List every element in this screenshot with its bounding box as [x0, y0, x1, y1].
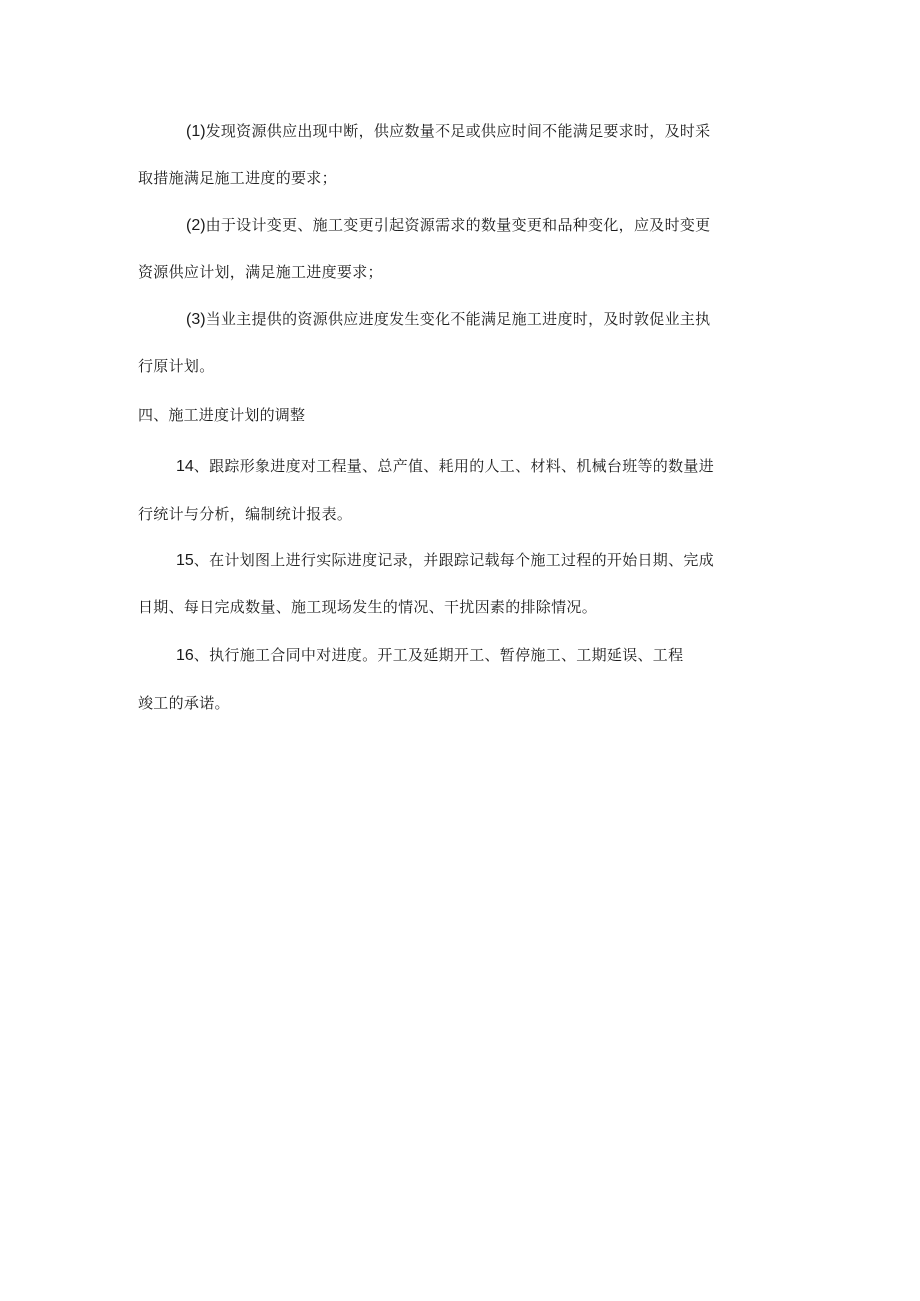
point-15-number: 15 [176, 552, 194, 569]
point-14-number: 14 [176, 458, 194, 475]
item-1-line-2: 取措施满足施工进度的要求； [138, 169, 337, 187]
point-14-line-2: 行统计与分析，编制统计报表。 [138, 505, 353, 523]
item-2-text: 由于设计变更、施工变更引起资源需求的数量变更和品种变化，应及时变更 [205, 216, 711, 234]
item-3-text: 当业主提供的资源供应进度发生变化不能满足施工进度时，及时敦促业主执 [205, 310, 711, 328]
item-2-line-2: 资源供应计划，满足施工进度要求； [138, 263, 383, 281]
item-3-number: (3) [186, 311, 206, 328]
point-16-number: 16 [176, 647, 194, 664]
point-16-line-1 [176, 645, 683, 666]
item-1-number: (1) [186, 123, 206, 140]
item-3-line-1 [186, 309, 710, 330]
point-14-text: 、跟踪形象进度对工程量、总产值、耗用的人工、材料、机械台班等的数量进 [193, 457, 715, 475]
item-1-line-1 [186, 121, 710, 142]
point-15-line-2: 日期、每日完成数量、施工现场发生的情况、干扰因素的排除情况。 [138, 598, 598, 616]
point-15-line-1 [176, 550, 714, 571]
item-3-line-2: 行原计划。 [138, 357, 215, 375]
item-2-number: (2) [186, 217, 206, 234]
point-15-text: 、在计划图上进行实际进度记录，并跟踪记载每个施工过程的开始日期、完成 [193, 551, 715, 569]
section-heading: 四、施工进度计划的调整 [138, 406, 306, 424]
point-14-line-1 [176, 456, 714, 477]
point-16-line-2: 竣工的承诺。 [138, 694, 230, 712]
item-1-text: 发现资源供应出现中断，供应数量不足或供应时间不能满足要求时，及时采 [205, 122, 711, 140]
point-16-text: 、执行施工合同中对进度。开工及延期开工、暂停施工、工期延误、工程 [193, 646, 684, 664]
item-2-line-1 [186, 215, 710, 236]
